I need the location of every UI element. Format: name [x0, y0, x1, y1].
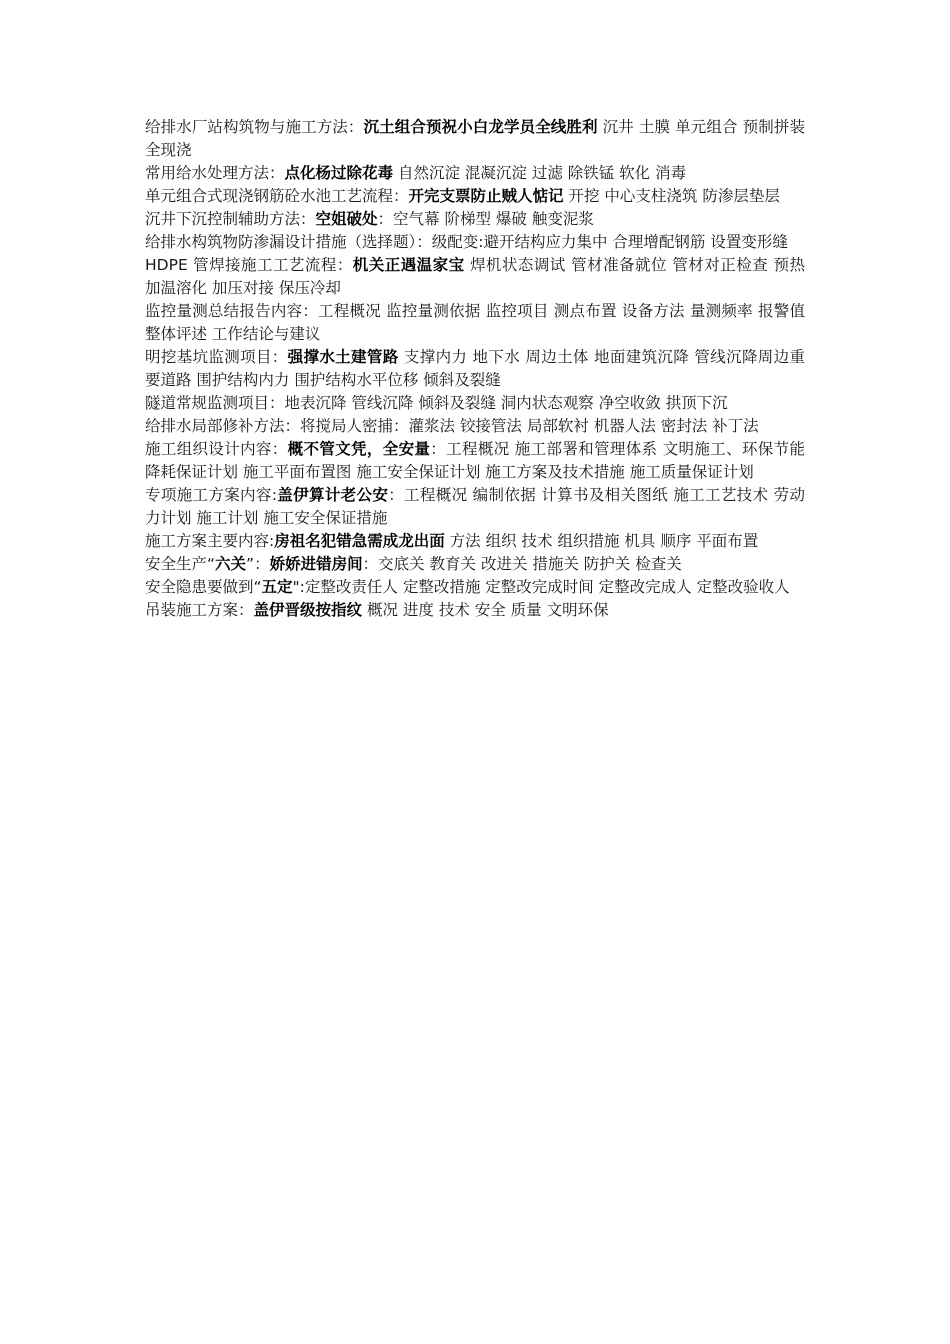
entry-mnemonic-secondary: 娇娇进错房间 [269, 555, 363, 573]
entry-content: 焊机状态调试 管材准备就位 管材对正检查 预热 加温溶化 加压对接 保压冷却 [145, 256, 805, 297]
entry-content: 方法 组织 技术 组织措施 机具 顺序 平面布置 [444, 532, 759, 550]
document-body [145, 116, 805, 622]
entry-label: 给排水构筑物防渗漏设计措施（选择题）：级配变:避开结构应力集中 合理增配钢筋 设置变形缝 [145, 233, 788, 251]
entry-mnemonic: 空姐破处 [315, 210, 378, 228]
entry-construction-design [145, 438, 805, 484]
entry-mnemonic: 机关正遇温家宝 [352, 256, 465, 274]
entry-content: ":定整改责任人 定整改措施 定整改完成时间 定整改完成人 定整改验收人 [292, 578, 790, 596]
entry-mnemonic: 点化杨过除花毒 [284, 164, 394, 182]
entry-monitoring-report [145, 300, 805, 346]
entry-hdpe-welding [145, 254, 805, 300]
entry-mnemonic: 六关 [215, 555, 247, 573]
entry-hoisting-plan [145, 599, 805, 622]
entry-label: 给排水厂站构筑物与施工方法： [145, 118, 364, 136]
entry-mnemonic: 强撑水土建管路 [287, 348, 399, 366]
entry-label: 明挖基坑监测项目： [145, 348, 288, 366]
entry-mnemonic: 房祖名犯错急需成龙出面 [274, 532, 445, 550]
entry-water-treatment [145, 162, 805, 185]
entry-mnemonic: 盖伊算计老公安 [276, 486, 389, 504]
entry-label: 单元组合式现浇钢筋砼水池工艺流程： [145, 187, 409, 205]
entry-pit-monitoring [145, 346, 805, 392]
entry-content: ：空气幕 阶梯型 爆破 触变泥浆 [377, 210, 594, 228]
entry-pool-process [145, 185, 805, 208]
entry-tunnel-monitoring [145, 392, 805, 415]
entry-label: 监控量测总结报告内容：工程概况 监控量测依据 监控项目 测点布置 设备方法 量测频率 报警值 整体评述 工作结论与建议 [145, 302, 805, 343]
entry-label: HDPE 管焊接施工工艺流程： [145, 256, 353, 274]
entry-content: 支撑内力 地下水 周边土体 地面建筑沉降 管线沉降周边重要道路 围护结构内力 围护结构水平位移 倾斜及裂缝 [145, 348, 805, 389]
entry-mnemonic: 沉土组合预祝小白龙学员全线胜利 [363, 118, 598, 136]
entry-content: 沉井 土膜 单元组合 预制拼装 全现浇 [145, 118, 805, 159]
entry-content: ：工程概况 编制依据 计算书及相关图纸 施工工艺技术 劳动力计划 施工计划 施工安全保证措施 [145, 486, 805, 527]
entry-label: 沉井下沉控制辅助方法： [145, 210, 316, 228]
entry-label: 吊装施工方案： [145, 601, 254, 619]
entry-mnemonic: 开完支票防止贼人惦记 [408, 187, 564, 205]
entry-mid: ”： [246, 555, 270, 573]
entry-content: ：工程概况 施工部署和管理体系 文明施工、环保节能降耗保证计划 施工平面布置图 施工安全保证计划 施工方案及技术措施 施工质量保证计划 [145, 440, 805, 481]
entry-caisson-methods [145, 208, 805, 231]
entry-leakage-measures [145, 231, 805, 254]
entry-mnemonic: 五定 [261, 578, 293, 596]
entry-content: 自然沉淀 混凝沉淀 过滤 除铁锰 软化 消毒 [393, 164, 687, 182]
entry-mnemonic: 概不管文凭，全安量 [287, 440, 431, 458]
entry-label: 施工组织设计内容： [145, 440, 288, 458]
entry-structures-methods [145, 116, 805, 162]
entry-mnemonic: 盖伊晋级按指纹 [253, 601, 363, 619]
entry-five-fixes [145, 576, 805, 599]
entry-special-plan [145, 484, 805, 530]
entry-label: 隧道常规监测项目：地表沉降 管线沉降 倾斜及裂缝 洞内状态观察 净空收敛 拱顶下沉 [145, 394, 728, 412]
entry-six-checks [145, 553, 805, 576]
entry-label: 安全隐患要做到“ [145, 578, 262, 596]
entry-label: 常用给水处理方法： [145, 164, 285, 182]
entry-label: 安全生产“ [145, 555, 216, 573]
entry-label: 给排水局部修补方法：将搅局人密捕：灌浆法 铰接管法 局部软衬 机器人法 密封法 补丁法 [145, 417, 759, 435]
entry-local-repair [145, 415, 805, 438]
entry-label: 专项施工方案内容: [145, 486, 277, 504]
entry-plan-contents [145, 530, 805, 553]
entry-content: 概况 进度 技术 安全 质量 文明环保 [362, 601, 609, 619]
entry-label: 施工方案主要内容: [145, 532, 275, 550]
entry-content: ：交底关 教育关 改进关 措施关 防护关 检查关 [362, 555, 682, 573]
entry-content: 开挖 中心支柱浇筑 防渗层垫层 [563, 187, 780, 205]
